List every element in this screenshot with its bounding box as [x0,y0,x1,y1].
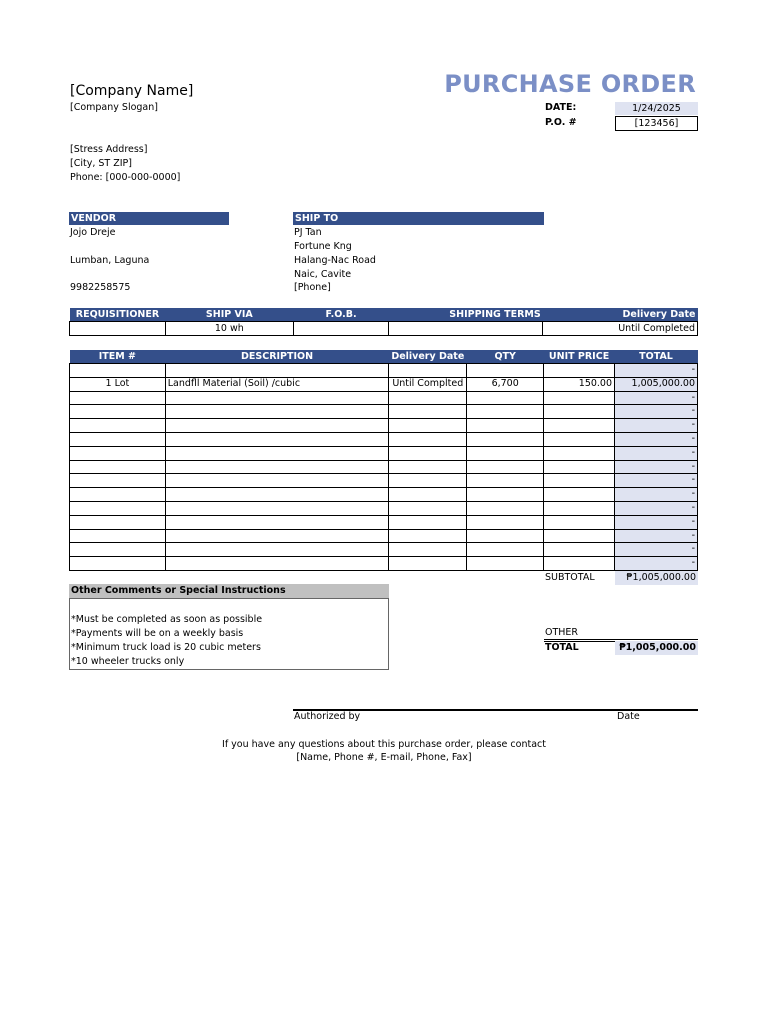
table-cell [389,488,467,502]
table-cell [467,557,544,571]
items-header-description: DESCRIPTION [165,350,389,364]
table-cell [467,432,544,446]
table-row [70,419,698,433]
table-cell [165,488,389,502]
table-cell [544,432,615,446]
company-phone: Phone: [000-000-0000] [70,172,181,183]
total-label: TOTAL [545,642,579,653]
table-cell [544,474,615,488]
table-cell [70,364,166,378]
table-row [70,515,698,529]
other-label: OTHER [545,627,579,638]
table-row [70,501,698,515]
vendor-line: 9982258575 [70,282,131,293]
comment-line: *Payments will be on a weekly basis [71,628,244,639]
table-cell: - [615,529,698,543]
date-label: DATE: [545,102,577,113]
comments-header: Other Comments or Special Instructions [69,584,389,598]
authorized-by-label: Authorized by [294,711,361,722]
company-address: [Stress Address] [70,144,148,155]
document-title: PURCHASE ORDER [444,70,696,98]
shipping-cell: 10 wh [165,322,293,336]
table-cell [70,460,166,474]
items-header-qty: QTY [467,350,544,364]
table-cell [165,364,389,378]
table-cell [467,364,544,378]
table-cell [544,501,615,515]
table-cell [165,501,389,515]
table-row [70,432,698,446]
shipping-cell [293,322,389,336]
table-cell [70,474,166,488]
table-cell [165,446,389,460]
table-cell [544,364,615,378]
table-cell [70,529,166,543]
table-cell [70,405,166,419]
table-cell [165,543,389,557]
table-cell [544,543,615,557]
table-cell: - [615,557,698,571]
items-table [69,350,698,571]
ship-to-line: PJ Tan [294,227,322,238]
items-header-unit-price: UNIT PRICE [544,350,615,364]
table-cell [165,557,389,571]
ship-to-line: Naic, Cavite [294,269,352,280]
table-cell: - [615,488,698,502]
table-row [70,377,698,391]
table-cell [70,446,166,460]
table-cell [389,446,467,460]
table-cell [467,529,544,543]
shipping-header-delivery-date: Delivery Date [543,308,698,322]
table-cell [544,391,615,405]
table-cell: - [615,515,698,529]
comment-line: *Must be completed as soon as possible [71,614,263,625]
table-cell: Landfll Material (Soil) /cubic [165,377,389,391]
table-cell [467,460,544,474]
table-cell [165,419,389,433]
table-cell [70,391,166,405]
comment-line: *10 wheeler trucks only [71,656,185,667]
shipping-cell [389,322,543,336]
footer-contact-text: If you have any questions about this purchase order, please contact [222,739,546,750]
table-cell [70,432,166,446]
table-cell: 150.00 [544,377,615,391]
ship-to-line: Halang-Nac Road [294,255,376,266]
company-name: [Company Name] [70,83,194,99]
shipping-header-requisitioner: REQUISITIONER [70,308,166,322]
table-cell: Until Complted [389,377,467,391]
table-cell [389,460,467,474]
table-cell: 6,700 [467,377,544,391]
table-row [70,391,698,405]
table-cell [544,488,615,502]
table-cell [467,488,544,502]
shipping-values-row [70,322,698,336]
vendor-header: VENDOR [69,212,229,225]
table-cell [389,432,467,446]
table-row [70,529,698,543]
table-cell [165,432,389,446]
table-cell [70,515,166,529]
po-number-value: [123456] [615,116,698,131]
table-row [70,488,698,502]
table-cell [544,405,615,419]
comments-box [69,598,389,670]
total-value: ₱1,005,000.00 [615,641,698,655]
signature-date-label: Date [617,711,640,722]
table-cell [165,460,389,474]
table-cell [467,405,544,419]
table-cell: - [615,474,698,488]
shipping-header-ship-via: SHIP VIA [165,308,293,322]
shipping-header-terms: SHIPPING TERMS [389,308,543,322]
table-cell [389,501,467,515]
table-cell [165,405,389,419]
table-cell [389,391,467,405]
table-cell [70,557,166,571]
shipping-cell [70,322,166,336]
table-cell [544,460,615,474]
table-cell [165,391,389,405]
company-slogan: [Company Slogan] [70,102,158,113]
table-cell [389,419,467,433]
table-cell: - [615,460,698,474]
subtotal-value: ₱1,005,000.00 [615,571,698,585]
shipping-table [69,308,698,336]
table-cell [165,529,389,543]
table-cell [70,419,166,433]
table-cell [544,529,615,543]
shipping-header-fob: F.O.B. [293,308,389,322]
table-cell: - [615,419,698,433]
ship-to-line: Fortune Kng [294,241,352,252]
table-cell: 1,005,000.00 [615,377,698,391]
table-cell: - [615,391,698,405]
total-divider [544,639,698,640]
table-cell [389,529,467,543]
items-header-total: TOTAL [615,350,698,364]
table-cell [389,515,467,529]
ship-to-header: SHIP TO [293,212,544,225]
table-cell [544,419,615,433]
items-header-item-number: ITEM # [70,350,166,364]
subtotal-label: SUBTOTAL [545,572,595,583]
ship-to-line: [Phone] [294,282,331,293]
table-row [70,543,698,557]
table-cell [467,474,544,488]
comment-line: *Minimum truck load is 20 cubic meters [71,642,261,653]
table-row [70,446,698,460]
items-header-delivery-date: Delivery Date [389,350,467,364]
vendor-line: Lumban, Laguna [70,255,150,266]
po-number-label: P.O. # [545,117,577,128]
table-row [70,474,698,488]
footer-contact-details: [Name, Phone #, E-mail, Phone, Fax] [296,752,472,763]
table-cell [467,515,544,529]
table-cell [467,419,544,433]
table-cell: - [615,543,698,557]
table-cell: - [615,432,698,446]
table-cell [165,515,389,529]
vendor-line: Jojo Dreje [70,227,116,238]
table-cell [467,543,544,557]
table-cell [165,474,389,488]
table-cell [389,474,467,488]
table-cell [70,501,166,515]
table-cell [389,543,467,557]
table-row [70,405,698,419]
table-cell [70,543,166,557]
shipping-cell: Until Completed [543,322,698,336]
company-city: [City, ST ZIP] [70,158,132,169]
table-row [70,557,698,571]
table-cell [389,557,467,571]
table-cell [467,391,544,405]
table-cell [389,364,467,378]
comment-line [70,599,388,613]
table-cell: - [615,405,698,419]
table-cell [70,488,166,502]
table-cell: - [615,364,698,378]
table-row [70,460,698,474]
table-cell [467,446,544,460]
table-cell: 1 Lot [70,377,166,391]
table-cell: - [615,446,698,460]
table-cell [544,515,615,529]
table-cell [544,557,615,571]
table-cell: - [615,501,698,515]
table-cell [544,446,615,460]
date-value: 1/24/2025 [615,102,698,115]
table-cell [467,501,544,515]
table-cell [389,405,467,419]
table-row [70,364,698,378]
